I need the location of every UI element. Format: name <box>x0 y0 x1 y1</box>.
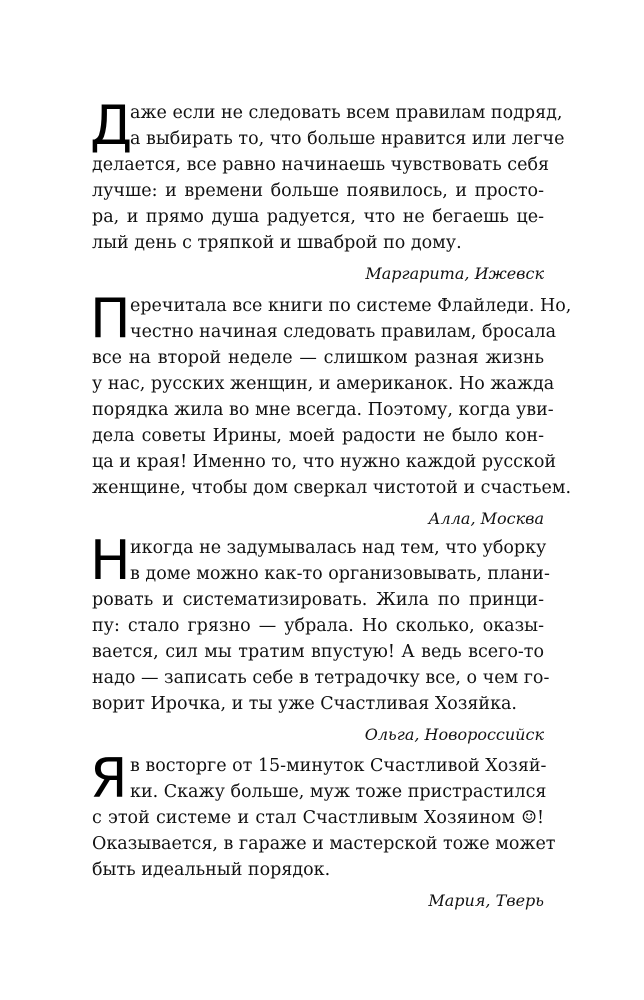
testimonial-signature: Ольга, Новороссийск <box>364 725 544 744</box>
text-line: все на второй неделе — слишком разная жизнь <box>92 348 544 368</box>
drop-cap: Я <box>90 747 128 810</box>
testimonial-text <box>90 287 572 501</box>
text-line: надо — записать себе в тетрадочку все, о чем го- <box>92 668 550 688</box>
text-line: женщине, чтобы дом сверкал чистотой и счастьем. <box>92 478 572 498</box>
text-line: лучше: и времени больше появилось, и просто- <box>92 181 544 201</box>
testimonial-text <box>90 94 565 256</box>
text-line: дела советы Ирины, моей радости не было кон- <box>92 426 544 446</box>
testimonial-signature: Маргарита, Ижевск <box>365 264 544 283</box>
text-line: в восторге от 15-минуток Счастливой Хозяй- <box>130 756 547 776</box>
testimonial <box>90 747 556 913</box>
drop-cap: Н <box>90 529 131 592</box>
text-line: Оказывается, в гараже и мастерской тоже может <box>92 834 556 854</box>
text-line: икогда не задумывалась над тем, что уборку <box>130 538 547 558</box>
text-line: вается, сил мы тратим впустую! А ведь всего-то <box>92 642 544 662</box>
text-line: быть идеальный порядок. <box>92 860 331 880</box>
text-line: а выбирать то, что больше нравится или легче <box>130 129 565 149</box>
text-line: пу: стало грязно — убрала. Но сколько, оказы- <box>92 616 544 636</box>
testimonial-signature: Мария, Тверь <box>428 891 544 910</box>
text-line: делается, все равно начинаешь чувствовать себя <box>92 155 550 175</box>
testimonial <box>90 94 565 286</box>
text-line: лый день с тряпкой и шваброй по дому. <box>92 233 462 253</box>
text-line: честно начиная следовать правилам, бросала <box>130 322 557 342</box>
text-line: аже если не следовать всем правилам подряд, <box>130 103 563 123</box>
testimonial <box>90 529 550 747</box>
drop-cap: Д <box>90 94 133 157</box>
text-line: у нас, русских женщин, и американок. Но жажда <box>92 374 555 394</box>
text-line: ровать и систематизировать. Жила по принци- <box>92 590 544 610</box>
testimonial-text <box>90 747 556 883</box>
text-line: с этой системе и стал Счастливым Хозяином ☺! <box>92 808 544 828</box>
testimonial <box>90 287 572 531</box>
text-line: ра, и прямо душа радуется, что не бегаешь це- <box>92 207 544 227</box>
text-line: в доме можно как-то организовывать, плани- <box>130 564 550 584</box>
drop-cap: П <box>90 287 131 350</box>
testimonial-signature: Алла, Москва <box>428 509 544 528</box>
text-line: ворит Ирочка, и ты уже Счастливая Хозяйка. <box>92 694 517 714</box>
text-line: порядка жила во мне всегда. Поэтому, когда уви- <box>92 400 554 420</box>
text-line: ца и края! Именно то, что нужно каждой русской <box>92 452 557 472</box>
text-line: ки. Скажу больше, муж тоже пристрастился <box>130 782 547 802</box>
testimonial-text <box>90 529 550 717</box>
text-line: еречитала все книги по системе Флайледи. Но, <box>130 296 572 316</box>
